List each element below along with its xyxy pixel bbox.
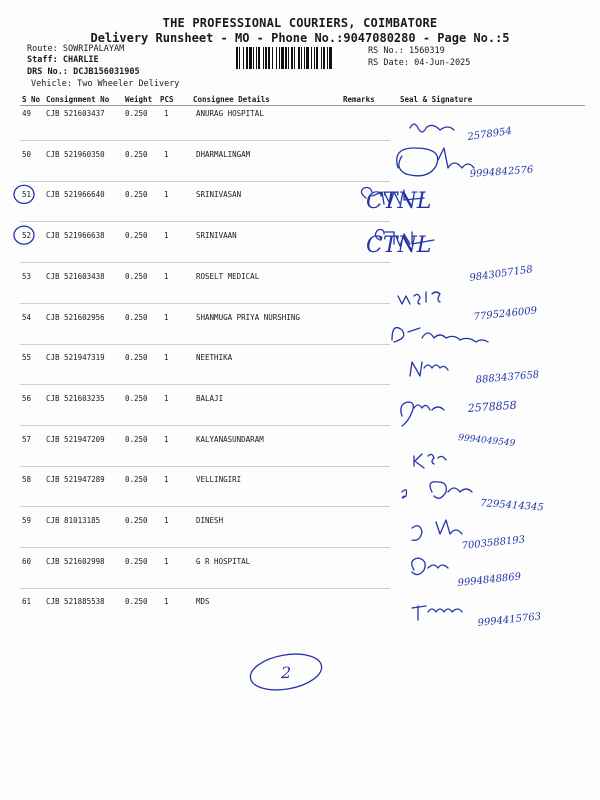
rs-date-value: 04-Jun-2025 — [414, 58, 471, 68]
staff-label: Staff: — [27, 55, 58, 65]
anurag-signature — [410, 124, 513, 143]
staff-value: CHARLIE — [62, 55, 99, 65]
row-sno: 50 — [22, 149, 32, 159]
row-pcs: 1 — [164, 597, 169, 607]
signature-phone: 7003588193 — [461, 534, 526, 552]
signature-stroke — [392, 328, 488, 342]
row-sno: 51 — [22, 190, 32, 200]
row-weight: 0.250 — [125, 475, 148, 485]
dinesh-signature — [412, 520, 526, 552]
row-consignment-no: CJB 521603235 — [46, 393, 105, 403]
row-consignee: G R HOSPITAL — [196, 556, 251, 566]
vellingiri-signature — [402, 482, 544, 514]
signature-stroke — [397, 148, 474, 176]
row-consignment-no: CJB 521602998 — [46, 556, 105, 566]
row-consignee: MDS — [196, 597, 210, 607]
row-weight: 0.250 — [125, 434, 148, 444]
row-consignee: SRINIVASAN — [196, 190, 242, 200]
row-sno: 53 — [22, 271, 32, 281]
row-weight: 0.250 — [125, 312, 148, 322]
rs-no-value: 1560319 — [408, 46, 445, 56]
row-weight: 0.250 — [125, 149, 148, 159]
col-consignee: Consignee Details — [193, 95, 270, 104]
signature-stroke — [414, 454, 446, 468]
route-value: SOWRIPALAYAM — [62, 44, 125, 54]
row-consignment-no: CJB 521960350 — [46, 149, 105, 159]
signature-stroke — [412, 520, 462, 540]
rs-no-label: RS No.: — [368, 46, 404, 56]
col-sno: S No — [22, 95, 41, 104]
row-sno: 57 — [22, 434, 32, 444]
signature-stroke — [410, 362, 448, 376]
shanmuga-signature — [392, 305, 538, 342]
srinivaan-signature — [366, 230, 434, 259]
signature-text: CTNL — [366, 189, 432, 214]
signature-stroke — [412, 558, 448, 575]
row-sno: 54 — [22, 312, 32, 322]
row-pcs: 1 — [164, 353, 169, 363]
col-consignment: Consignment No — [46, 95, 110, 104]
row-sno: 52 — [22, 231, 32, 241]
row-weight: 0.250 — [125, 597, 148, 607]
row-weight: 0.250 — [125, 190, 148, 200]
row-pcs: 1 — [164, 475, 169, 485]
row-consignee: DHARMALINGAM — [196, 149, 251, 159]
runsheet-subtitle: Delivery Runsheet - MO - Phone No.:9047080280 - Page No.:5 — [90, 31, 510, 45]
row-weight: 0.250 — [125, 393, 148, 403]
signature-stroke — [401, 402, 444, 426]
row-consignment-no: CJB 521602956 — [46, 312, 105, 322]
circle-mark — [14, 185, 34, 203]
page-mark — [248, 649, 325, 695]
row-pcs: 1 — [164, 190, 169, 200]
signature-phone: 9994848869 — [457, 571, 522, 589]
row-weight: 0.250 — [125, 109, 148, 118]
row-consignment-no: CJB 521966638 — [46, 231, 105, 241]
kalyanasundaram-signature — [414, 433, 516, 468]
row-pcs: 1 — [164, 434, 169, 444]
row-consignment-no: CJB 521603438 — [46, 271, 105, 281]
neethika-signature — [410, 362, 540, 386]
signature-phone: 9994415763 — [477, 611, 542, 629]
row-consignee: ROSELT MEDICAL — [196, 271, 260, 281]
vehicle-label: Vehicle: — [31, 79, 72, 89]
roselt-signature — [398, 264, 533, 304]
row-consignment-no: CJB 521885538 — [46, 597, 105, 607]
circle-mark — [14, 226, 34, 244]
balaji-signature — [401, 399, 517, 426]
row-consignee: DINESH — [196, 516, 224, 525]
drs-value: DCJB156031905 — [73, 67, 140, 77]
row-pcs: 1 — [164, 271, 169, 281]
row-consignee: BALAJI — [196, 393, 224, 403]
signature-phone: 7795246009 — [473, 305, 538, 323]
row-pcs: 1 — [164, 149, 169, 159]
row-consignment-no: CJB 521947289 — [46, 475, 105, 485]
company-title: THE PROFESSIONAL COURIERS, COIMBATORE — [162, 16, 438, 30]
col-remarks: Remarks — [343, 95, 375, 104]
row-pcs: 1 — [164, 516, 169, 525]
row-weight: 0.250 — [125, 271, 148, 281]
signature-phone: 2578954 — [466, 125, 513, 143]
row-consignee: KALYANASUNDARAM — [196, 434, 264, 444]
row-weight: 0.250 — [125, 353, 148, 363]
signature-phone: 9994049549 — [457, 433, 516, 449]
row-weight: 0.250 — [125, 516, 148, 525]
row-weight: 0.250 — [125, 556, 148, 566]
row-pcs: 1 — [164, 393, 169, 403]
signature-phone: 7295414345 — [479, 498, 545, 514]
signature-stroke — [402, 482, 472, 499]
row-consignee: NEETHIKA — [196, 353, 233, 363]
mds-signature — [412, 606, 542, 629]
row-consignment-no: CJB 521603437 — [46, 109, 105, 118]
signature-phone: 9994842576 — [469, 164, 534, 180]
col-pcs: PCS — [160, 95, 174, 104]
route-label: Route: — [27, 44, 58, 54]
row-sno: 56 — [22, 393, 32, 403]
row-pcs: 1 — [164, 231, 169, 241]
row-pcs: 1 — [164, 312, 169, 322]
signature-stroke — [398, 292, 440, 304]
signature-stroke — [412, 606, 462, 620]
row-consignee: ANURAG HOSPITAL — [196, 109, 264, 118]
signature-phone: 8883437658 — [475, 369, 540, 386]
row-sno: 55 — [22, 353, 32, 363]
row-sno: 49 — [22, 109, 32, 118]
row-pcs: 1 — [164, 556, 169, 566]
row-sno: 61 — [22, 597, 32, 607]
vehicle-value: Two Wheeler Delivery — [77, 79, 180, 89]
signature-text: CTNL — [366, 233, 432, 258]
col-seal-signature: Seal & Signature — [400, 95, 473, 104]
dharmalingam-signature — [397, 148, 535, 180]
row-sno: 58 — [22, 475, 32, 485]
col-weight: Weight — [125, 95, 153, 104]
row-consignment-no: CJB 521947319 — [46, 353, 105, 363]
row-consignee: SRINIVAAN — [196, 231, 237, 241]
drs-label: DRS No.: — [27, 67, 68, 77]
page-mark-number: 2 — [281, 663, 292, 682]
row-consignee: VELLINGIRI — [196, 475, 242, 485]
row-consignee: SHANMUGA PRIYA NURSHING — [196, 312, 300, 322]
row-consignment-no: CJB 81013185 — [46, 516, 101, 525]
signature-phone: 9843057158 — [468, 264, 534, 284]
row-pcs: 1 — [164, 109, 169, 118]
gr-hospital-signature — [412, 558, 522, 589]
row-consignment-no: CJB 521947209 — [46, 434, 105, 444]
signature-phone: 2578858 — [467, 398, 518, 415]
rs-date-label: RS Date: — [368, 58, 409, 68]
row-sno: 60 — [22, 556, 32, 566]
row-sno: 59 — [22, 516, 32, 525]
signature-stroke — [410, 124, 454, 132]
srinivasan-signature — [361, 188, 431, 215]
row-weight: 0.250 — [125, 231, 148, 241]
row-consignment-no: CJB 521966640 — [46, 190, 105, 200]
